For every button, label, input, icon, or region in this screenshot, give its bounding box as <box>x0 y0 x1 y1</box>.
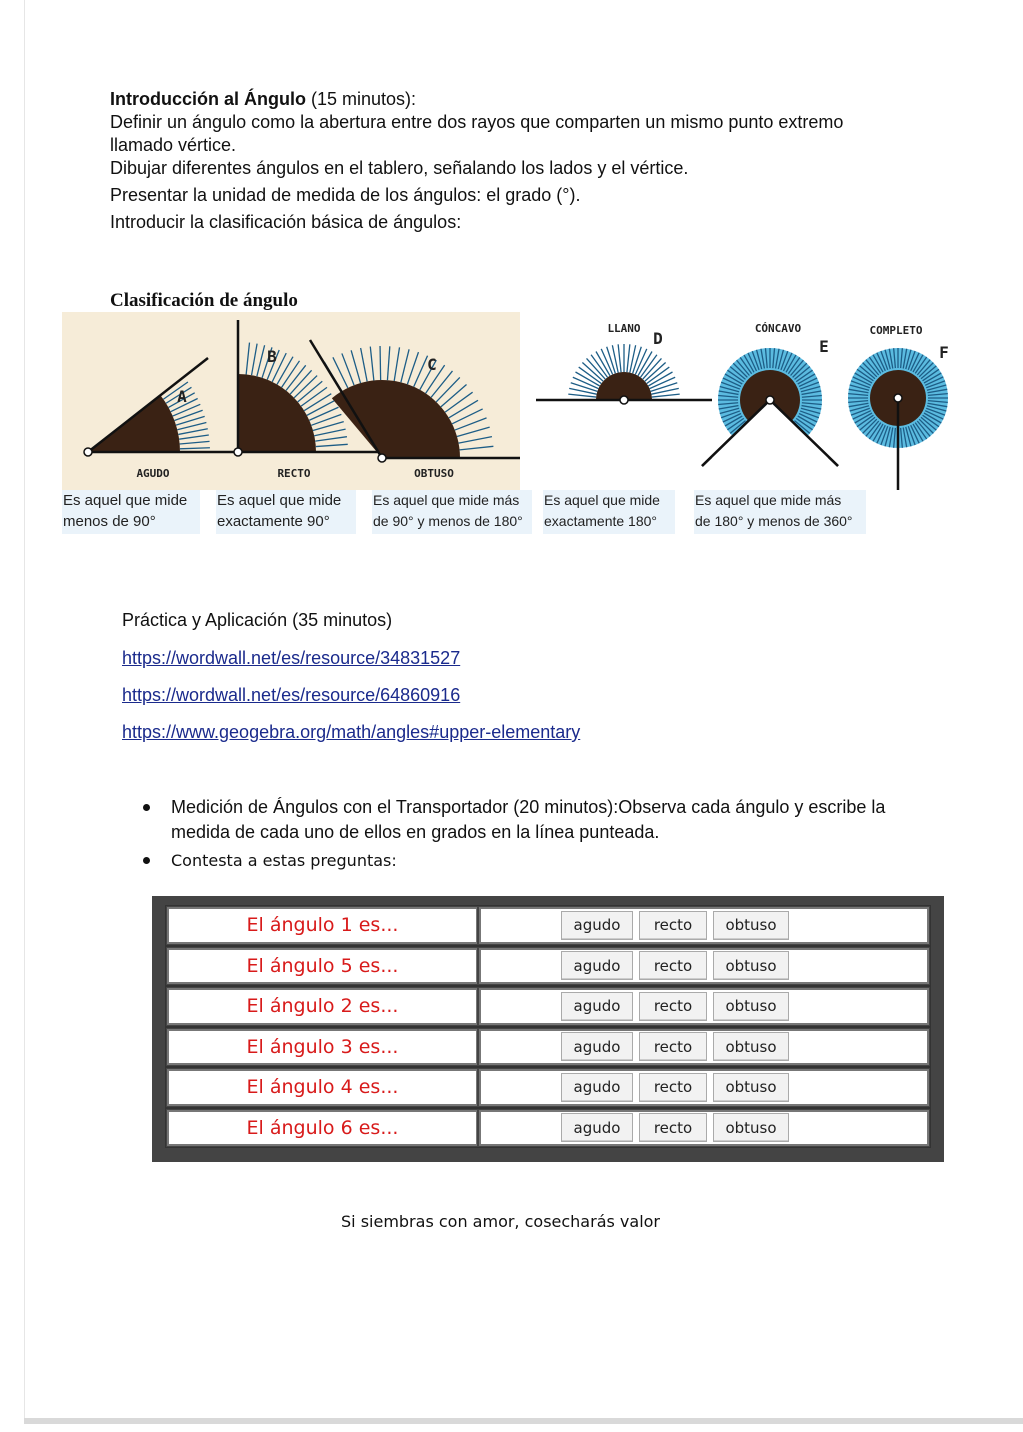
caption-obtuse-line-1: Es aquel que mide más <box>373 492 520 508</box>
caption-reflex <box>694 490 866 534</box>
caption-obtuse-line-2: de 90° y menos de 180° <box>373 513 523 529</box>
acute-fan-stripe <box>174 410 202 420</box>
bullet-dot-icon <box>143 804 150 811</box>
right-fan-stripe <box>277 357 293 385</box>
caption-reflex-line-2: de 180° y menos de 360° <box>695 513 853 529</box>
obtuse-vertex <box>378 454 386 462</box>
caption-reflex-line-1: Es aquel que mide más <box>695 492 842 508</box>
angle-letter-a: A <box>177 387 187 406</box>
label-right: RECTO <box>277 467 311 480</box>
right-fan-stripe <box>316 444 348 446</box>
quiz-question: El ángulo 5 es... <box>167 948 477 985</box>
caption-right-line-2: exactamente 90° <box>217 513 330 530</box>
right-fan-stripe <box>304 394 331 411</box>
table-row <box>165 1067 931 1108</box>
right-fan-stripe <box>246 343 249 375</box>
right-fan-stripe <box>315 437 347 441</box>
answer-option-button[interactable]: recto <box>639 992 707 1021</box>
acute-fan-stripe <box>180 441 210 444</box>
intro-heading-rest: (15 minutos): <box>306 89 417 109</box>
quiz-question: El ángulo 6 es... <box>167 1110 477 1147</box>
obtuse-fan-stripe <box>459 437 492 443</box>
right-fan-stripe <box>286 365 306 390</box>
right-sector <box>238 374 316 452</box>
table-row <box>165 1108 931 1149</box>
obtuse-fan-stripe <box>460 446 494 450</box>
table-row <box>165 946 931 987</box>
answer-option-button[interactable]: agudo <box>561 1113 633 1142</box>
angle-quiz-table <box>152 896 944 1162</box>
answer-option-button[interactable]: obtuso <box>713 1073 789 1102</box>
footer-motto: Si siembras con amor, cosecharás valor <box>341 1212 660 1231</box>
wordwall-link-2[interactable]: https://wordwall.net/es/resource/64860916 <box>122 685 461 705</box>
answer-option-button[interactable]: agudo <box>561 992 633 1021</box>
answer-option-button[interactable]: obtuso <box>713 992 789 1021</box>
angle-letter-b: B <box>267 347 277 366</box>
quiz-answer-cell <box>479 948 929 985</box>
obtuse-fan-stripe <box>351 350 360 383</box>
quiz-question: El ángulo 2 es... <box>167 988 477 1025</box>
obtuse-fan-stripe <box>394 347 399 381</box>
angle-illustration <box>62 312 954 490</box>
acute-sector <box>88 395 180 452</box>
obtuse-fan-stripe <box>361 348 367 381</box>
list-item-text: Medición de Ángulos con el Transportador (20 minutos):Observa cada ángulo y escribe la medida de cada uno de ellos en grados en la línea punteada. <box>171 797 886 842</box>
acute-fan-stripe <box>173 404 201 416</box>
obtuse-fan-stripe <box>380 346 381 380</box>
geogebra-link[interactable]: https://www.geogebra.org/math/angles#upper-elementary <box>122 722 581 742</box>
obtuse-fan-stripe <box>431 371 452 397</box>
intro-line-2: Dibujar diferentes ángulos en el tablero, señalando los lados y el vértice. <box>110 158 689 178</box>
practice-heading: Práctica y Aplicación (35 minutos) <box>122 610 393 630</box>
caption-right-line-1: Es aquel que mide <box>217 492 342 509</box>
obtuse-fan-stripe <box>445 392 473 412</box>
concave-vertex <box>766 396 774 404</box>
caption-acute-line-2: menos de 90° <box>63 513 156 530</box>
table-row <box>165 905 931 946</box>
figure-title: Clasificación de ángulo <box>110 290 298 311</box>
right-fan-stripe <box>252 344 258 376</box>
acute-fan-stripe <box>178 429 207 435</box>
quiz-question: El ángulo 3 es... <box>167 1029 477 1066</box>
page-edge-bottom <box>24 1418 1023 1424</box>
label-acute: AGUDO <box>136 467 170 480</box>
wordwall-link-1[interactable]: https://wordwall.net/es/resource/34831527 <box>122 648 461 668</box>
obtuse-fan-stripe <box>387 346 389 380</box>
acute-vertex <box>84 448 92 456</box>
intro-heading <box>110 88 900 111</box>
quiz-answer-cell <box>479 1069 929 1106</box>
activity-list <box>140 795 900 876</box>
right-vertex <box>234 448 242 456</box>
caption-straight-line-2: exactamente 180° <box>544 513 658 529</box>
intro-section <box>110 88 900 234</box>
acute-fan-stripe <box>179 435 209 439</box>
intro-line-3: Presentar la unidad de medida de los ángulos: el grado (°). <box>110 185 581 205</box>
straight-vertex <box>620 396 628 404</box>
answer-option-button[interactable]: obtuso <box>713 1113 789 1142</box>
label-concave: CÓNCAVO <box>754 322 802 335</box>
obtuse-fan-stripe <box>449 400 478 418</box>
answer-option-button[interactable]: agudo <box>561 911 633 940</box>
list-item <box>140 848 900 873</box>
angle-letter-e: E <box>819 337 829 356</box>
caption-right <box>216 490 356 534</box>
quiz-question: El ángulo 4 es... <box>167 1069 477 1106</box>
obtuse-fan-stripe <box>401 349 409 382</box>
answer-option-button[interactable]: obtuso <box>713 951 789 980</box>
list-item-text: Contesta a estas preguntas: <box>171 851 397 870</box>
quiz-answer-cell <box>479 907 929 944</box>
quiz-question: El ángulo 1 es... <box>167 907 477 944</box>
quiz-answer-cell <box>479 1110 929 1147</box>
answer-option-button[interactable]: recto <box>639 951 707 980</box>
angle-letter-d: D <box>653 329 663 348</box>
angle-letter-c: C <box>427 355 437 374</box>
list-item <box>140 795 900 845</box>
caption-obtuse <box>372 490 532 534</box>
answer-option-button[interactable]: recto <box>639 911 707 940</box>
right-fan-stripe <box>282 361 300 388</box>
answer-option-button[interactable]: obtuso <box>713 911 789 940</box>
acute-fan-stripe <box>180 448 210 449</box>
label-complete: COMPLETO <box>869 324 923 337</box>
caption-acute-line-1: Es aquel que mide <box>63 492 188 509</box>
right-fan-stripe <box>314 429 345 436</box>
caption-acute <box>62 490 200 534</box>
intro-line-1: Definir un ángulo como la abertura entre dos rayos que comparten un mismo punto extremo llamado vértice. <box>110 112 844 155</box>
answer-option-button[interactable]: recto <box>639 1113 707 1142</box>
complete-vertex <box>894 394 902 402</box>
table-row <box>165 1027 931 1068</box>
answer-option-button[interactable]: recto <box>639 1073 707 1102</box>
quiz-answer-cell <box>479 988 929 1025</box>
page-edge-left <box>24 0 25 1420</box>
label-obtuse: OBTUSO <box>414 467 454 480</box>
intro-line-4: Introducir la clasificación básica de ángulos: <box>110 212 462 232</box>
caption-straight-line-1: Es aquel que mide <box>544 492 660 508</box>
right-fan-stripe <box>301 387 327 406</box>
obtuse-sector <box>332 380 460 458</box>
angle-letter-f: F <box>939 343 949 362</box>
angle-classification-figure <box>62 312 954 490</box>
obtuse-fan-stripe <box>441 385 467 407</box>
obtuse-fan-stripe <box>457 427 490 436</box>
right-fan-stripe <box>309 407 338 420</box>
intro-heading-bold: Introducción al Ángulo <box>110 89 306 109</box>
table-row <box>165 986 931 1027</box>
obtuse-fan-stripe <box>436 377 460 401</box>
bullet-dot-icon <box>143 857 150 864</box>
answer-option-button[interactable]: agudo <box>561 951 633 980</box>
caption-straight <box>543 490 675 534</box>
label-straight: LLANO <box>607 322 641 335</box>
answer-option-button[interactable]: agudo <box>561 1073 633 1102</box>
obtuse-fan-stripe <box>370 347 374 381</box>
answer-option-button[interactable]: recto <box>639 1032 707 1061</box>
answer-option-button[interactable]: agudo <box>561 1032 633 1061</box>
answer-option-button[interactable]: obtuso <box>713 1032 789 1061</box>
right-fan-stripe <box>307 400 335 415</box>
quiz-answer-cell <box>479 1029 929 1066</box>
